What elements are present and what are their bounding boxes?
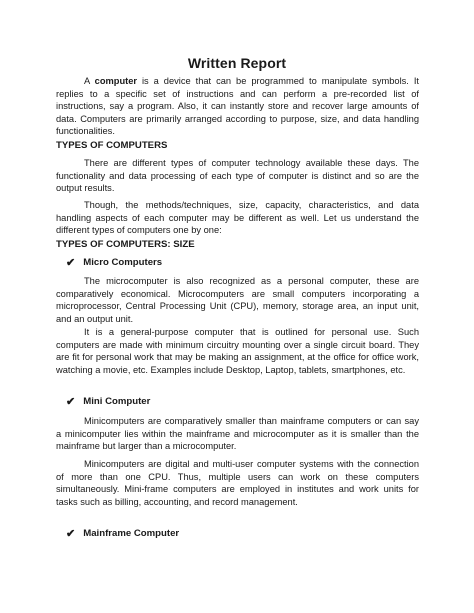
- heading-types-by-size: TYPES OF COMPUTERS: SIZE: [56, 239, 195, 250]
- intro-keyword: computer: [94, 76, 138, 86]
- bullet-label-micro: Micro Computers: [83, 257, 163, 268]
- bullet-label-mainframe: Mainframe Computer: [83, 528, 180, 539]
- bullet-label-mini: Mini Computer: [83, 396, 151, 407]
- mini-paragraph-2: Minicomputers are digital and multi-user computer systems with the connection of more than one CPU. Thus, multiple users can work on these computers simultaneously. Mini-frame computers are employed in institutes and work units for tasks such as billing, accounting, and record management.: [56, 459, 419, 507]
- document-title: Written Report: [187, 55, 287, 71]
- bullet-micro-computers: [66, 256, 162, 269]
- checkmark-icon: ✔: [66, 257, 76, 269]
- checkmark-icon: ✔: [66, 528, 76, 540]
- intro-prefix: A: [84, 76, 95, 86]
- micro-paragraph-1: The microcomputer is also recognized as a personal computer, these are comparatively economical. Microcomputers are small computers incorporating a microprocessor, Central Processing Unit (CPU), memory, storage area, an input unit, and an output unit.: [56, 276, 419, 324]
- mini-paragraph-1: Minicomputers are comparatively smaller than mainframe computers or can say a minicomputer lies within the mainframe and microcomputer as it is smaller than the mainframe but larger than a microcomputer.: [56, 416, 419, 451]
- heading-types-of-computers: TYPES OF COMPUTERS: [56, 140, 168, 151]
- bullet-mainframe-computer: [66, 527, 179, 540]
- bullet-mini-computer: [66, 395, 150, 408]
- types-paragraph-2: Though, the methods/techniques, size, capacity, characteristics, and data handling aspects of each computer may be different as well. Let us understand the different types of computers one by one:: [56, 200, 419, 235]
- intro-rest: is a device that can be programmed to manipulate symbols. It replies to a specific set of instructions and can perform a pre-recorded list of instructions, say a program. Also, it can instantly store and recover large amounts of data. Computers are primarily arranged according to purpose, size, and data handling functionalities.: [56, 76, 419, 136]
- micro-paragraph-2: It is a general-purpose computer that is outlined for personal use. Such computers are made with minimum circuitry mounting over a single circuit board. They are fit for personal work that may be making an assignment, at the office for office work, watching a movie, etc. Examples include Desktop, Laptop, tablets, smartphones, etc.: [56, 327, 419, 375]
- checkmark-icon: ✔: [66, 396, 76, 408]
- intro-paragraph: [56, 75, 419, 138]
- types-paragraph-1: There are different types of computer technology available these days. The functionality and data processing of each type of computer is distinct and so are the output results.: [56, 158, 419, 193]
